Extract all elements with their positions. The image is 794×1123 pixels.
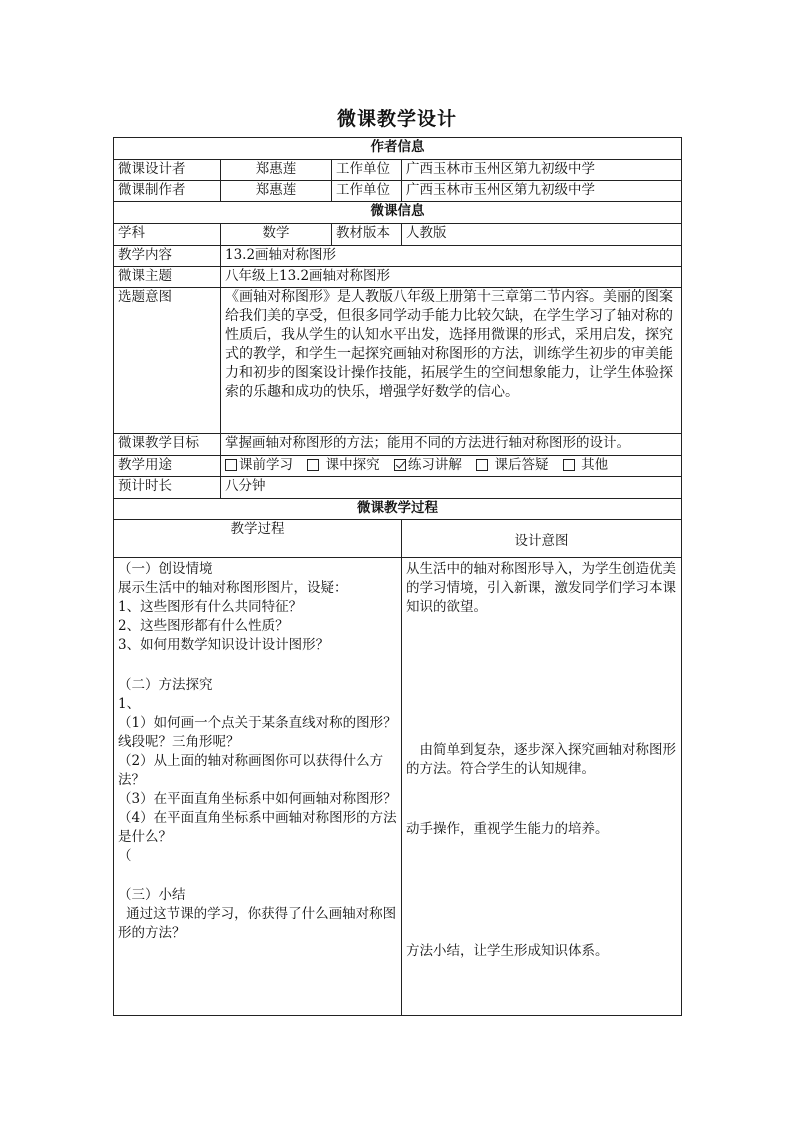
- usage-option-post[interactable]: 课后答疑: [476, 457, 548, 473]
- content-value: 13.2画轴对称图形: [221, 246, 682, 267]
- s2-question4: （4）在平面直角坐标系中画轴对称图形的方法是什么？: [118, 809, 397, 845]
- designer-label: 微课设计者: [114, 160, 221, 181]
- intention-text: 《画轴对称图形》是人教版八年级上册第十三章第二节内容。美丽的图案给我们美的享受，但很多同学动手能力比较欠缺，在学生学习了轴对称的性质后，我从学生的认知水平出发，选择用微课的形式，采用启发，探究式的教学，和学生一起探究画轴对称图形的方法，训练学生初步的审美能力和初步的图案设计操作技能，拓展学生的空间想象能力，让学生体验探索的乐趣和成功的快乐，增强学好数学的信心。: [221, 288, 682, 434]
- checkbox-in[interactable]: [307, 459, 319, 471]
- design-form-table: [113, 137, 682, 1016]
- subject-label: 学科: [114, 224, 221, 246]
- producer-name: 郑惠莲: [221, 181, 332, 202]
- goal-value: 掌握画轴对称图形的方法；能用不同的方法进行轴对称图形的设计。: [221, 434, 682, 456]
- intent-4: 方法小结，让学生形成知识体系。: [406, 942, 609, 959]
- intent-3: 动手操作，重视学生能力的培养。: [406, 820, 609, 837]
- topic-label: 微课主题: [114, 267, 221, 288]
- designer-unit: 广西玉林市玉州区第九初级中学: [402, 160, 682, 181]
- edition-label: 教材版本: [332, 224, 402, 246]
- checkbox-practice-checked[interactable]: [394, 459, 406, 471]
- s3-title: （三）小结: [118, 887, 186, 904]
- process-column-header: 教学过程: [114, 520, 402, 558]
- author-section-header: 作者信息: [114, 138, 682, 160]
- edition-value: 人教版: [402, 224, 682, 246]
- s2-line1: 1、: [118, 695, 141, 712]
- s2-title: （二）方法探究: [118, 676, 213, 693]
- s1-title: （一）创设情境: [118, 561, 213, 577]
- micro-section-header: 微课信息: [114, 202, 682, 224]
- intent-content: [402, 558, 682, 1016]
- duration-label: 预计时长: [114, 477, 221, 499]
- intent-column-header: 设计意图: [402, 520, 682, 558]
- intent-2: 由简单到复杂，逐步深入探究画轴对称图形的方法。符合学生的认知规律。: [406, 741, 676, 777]
- s2-question3: （3）在平面直角坐标系中如何画轴对称图形？: [118, 790, 397, 807]
- duration-value: 八分钟: [221, 477, 682, 499]
- s1-line2: 1、这些图形有什么共同特征？: [118, 599, 303, 615]
- content-label: 教学内容: [114, 246, 221, 267]
- producer-unit: 广西玉林市玉州区第九初级中学: [402, 181, 682, 202]
- usage-option-pre[interactable]: 课前学习: [225, 457, 293, 473]
- checkbox-post[interactable]: [476, 459, 488, 471]
- intent-1: 从生活中的轴对称图形导入，为学生创造优美的学习情境，引入新课，激发同学们学习本课知识的欲望。: [406, 561, 676, 615]
- topic-value: 八年级上13.2画轴对称图形: [221, 267, 682, 288]
- producer-label: 微课制作者: [114, 181, 221, 202]
- goal-label: 微课教学目标: [114, 434, 221, 456]
- checkbox-other[interactable]: [563, 459, 575, 471]
- usage-label: 教学用途: [114, 456, 221, 477]
- s1-line3: 2、这些图形都有什么性质？: [118, 618, 289, 634]
- s3-text: 通过这节课的学习，你获得了什么画轴对称图形的方法？: [118, 906, 397, 942]
- usage-option-other[interactable]: 其他: [563, 457, 608, 473]
- intention-label: 选题意图: [114, 288, 221, 434]
- document-title: 微课教学设计: [336, 108, 457, 130]
- s1-line4: 3、如何用数学知识设计设计图形？: [118, 637, 330, 653]
- subject-value: 数学: [221, 224, 332, 246]
- process-content: [114, 558, 402, 1016]
- s2-question2: （2）从上面的轴对称画图你可以获得什么方法？: [118, 752, 384, 788]
- designer-name: 郑惠莲: [221, 160, 332, 181]
- usage-option-practice[interactable]: 练习讲解: [394, 457, 462, 473]
- designer-unit-label: 工作单位: [332, 160, 402, 181]
- checkbox-pre[interactable]: [225, 459, 237, 471]
- s1-line1: 展示生活中的轴对称图形图片，设疑：: [118, 580, 348, 596]
- usage-option-in[interactable]: 课中探究: [307, 457, 379, 473]
- usage-options: [221, 456, 682, 477]
- producer-unit-label: 工作单位: [332, 181, 402, 202]
- s2-question1: （1）如何画一个点关于某条直线对称的图形？线段呢？三角形呢？: [118, 714, 397, 750]
- s2-end: （: [118, 847, 132, 864]
- process-section-header: 微课教学过程: [114, 499, 682, 520]
